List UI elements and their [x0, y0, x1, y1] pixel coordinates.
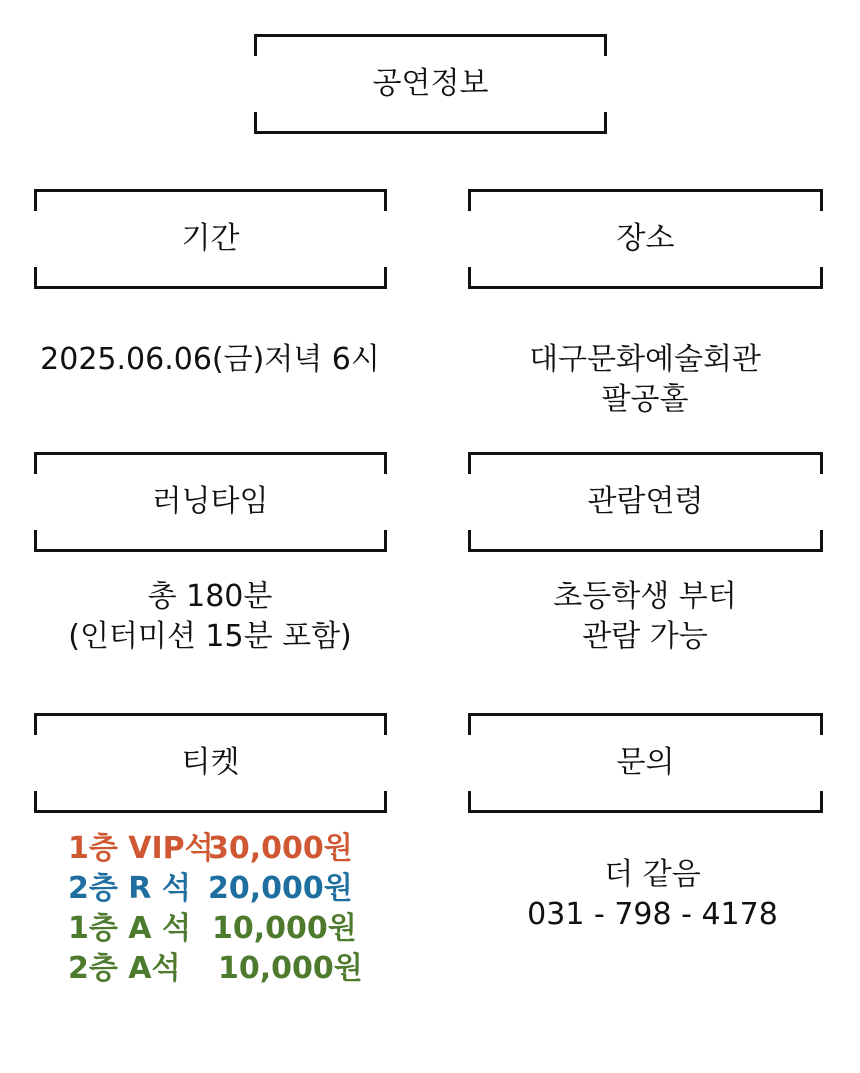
inquiry-line-1: 더 같음	[604, 857, 701, 892]
ticket-seat-3: 1층 A 석	[68, 911, 191, 946]
running-time-line-1: 총 180분	[147, 579, 273, 614]
inquiry-phone: 031 - 798 - 4178	[527, 897, 778, 932]
venue-header	[468, 189, 823, 289]
ticket-price-4: 10,000원	[218, 951, 363, 986]
venue-label: 장소	[616, 221, 675, 256]
venue-line-1: 대구문화예술회관	[529, 342, 761, 377]
running-time-text	[20, 577, 400, 657]
age-label: 관람연령	[587, 484, 704, 519]
page-title: 공연정보	[372, 66, 489, 101]
running-time-header	[34, 452, 387, 552]
ticket-label: 티켓	[181, 745, 240, 780]
inquiry-text	[460, 855, 845, 935]
age-line-2: 관람 가능	[582, 619, 708, 654]
period-text	[20, 340, 400, 380]
period-value: 2025.06.06(금)저녁 6시	[40, 342, 380, 377]
age-header	[468, 452, 823, 552]
inquiry-label: 문의	[616, 745, 675, 780]
ticket-price-2: 20,000원	[208, 871, 353, 906]
running-time-line-2: (인터미션 15분 포함)	[68, 619, 352, 654]
title-box	[254, 34, 607, 134]
ticket-header	[34, 713, 387, 813]
ticket-price-1: 30,000원	[208, 831, 353, 866]
ticket-seat-1: 1층 VIP석	[68, 831, 214, 866]
age-text	[460, 577, 830, 657]
age-line-1: 초등학생 부터	[553, 579, 737, 614]
venue-text	[460, 340, 830, 420]
ticket-seat-4: 2층 A석	[68, 951, 181, 986]
ticket-seat-2: 2층 R 석	[68, 871, 191, 906]
ticket-price-3: 10,000원	[212, 911, 357, 946]
venue-line-2: 팔공홀	[601, 382, 689, 417]
period-header	[34, 189, 387, 289]
inquiry-header	[468, 713, 823, 813]
period-label: 기간	[181, 221, 240, 256]
running-time-label: 러닝타임	[152, 484, 269, 519]
